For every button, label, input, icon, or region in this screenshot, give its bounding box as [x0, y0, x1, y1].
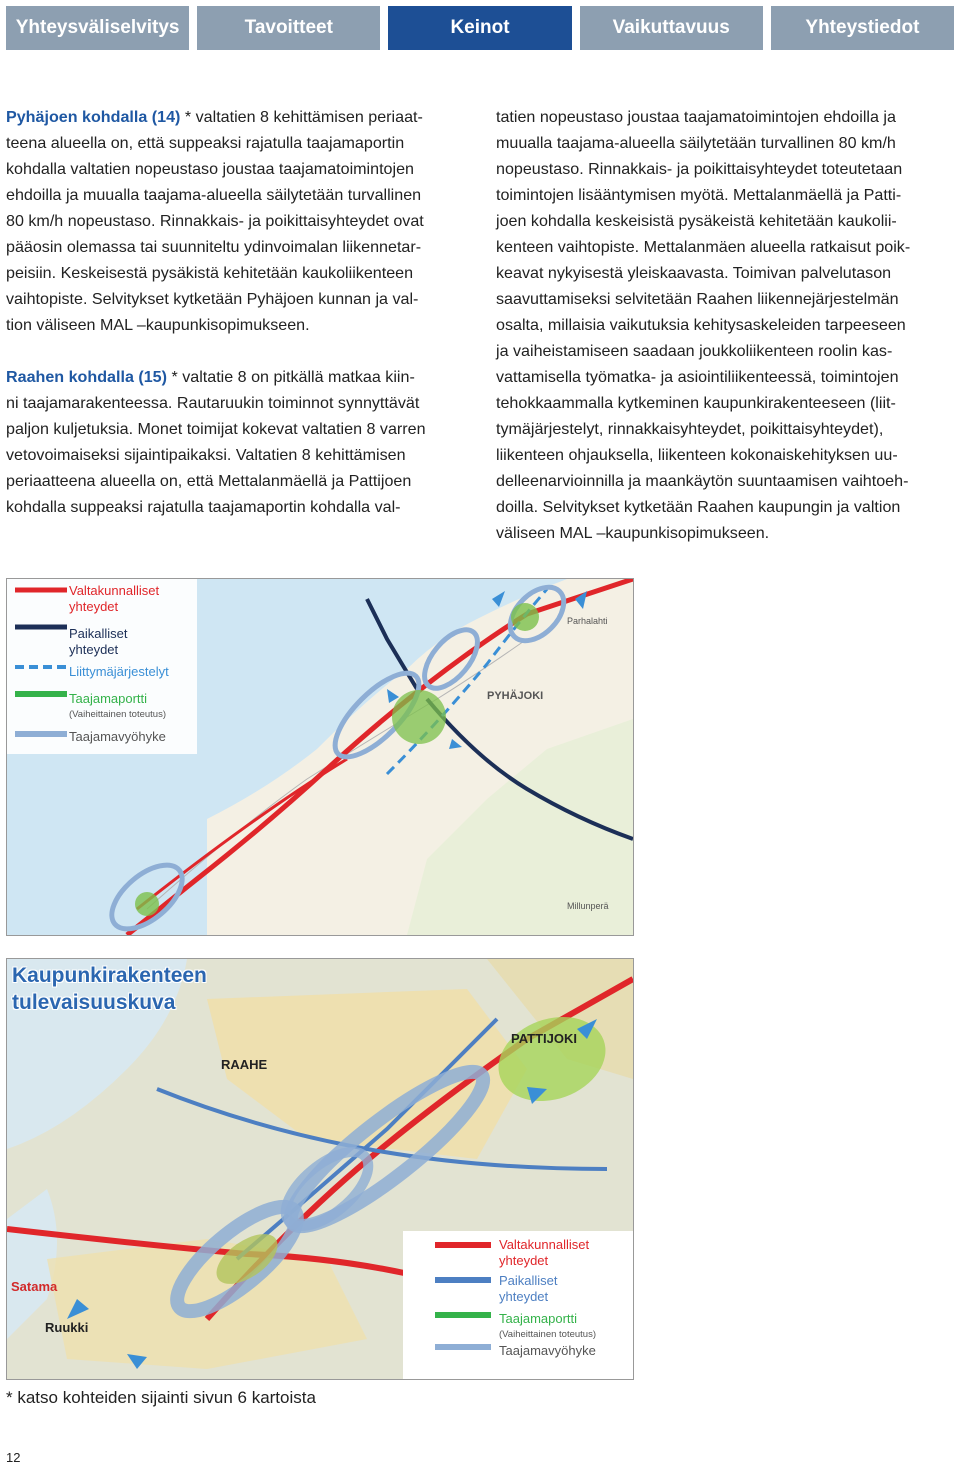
text-line: keavat nykyisestä yleiskaavasta. Toimivan palvelutason	[496, 264, 892, 282]
map1-town-label: PYHÄJOKI	[487, 690, 544, 702]
legend2-zone-label: Taajamavyöhyke	[499, 1343, 596, 1358]
text-line: joen kohdalla keskeisistä pysäkeistä kehitetään kaukolii-	[496, 212, 897, 230]
map1-millunpera-label: Millunperä	[567, 901, 609, 911]
text-line: pääosin olemassa tai suunniteltu ydinvoimalan liikennetar-	[6, 238, 422, 256]
text-line: muualla taajama-alueella säilytetään turvallinen 80 km/h	[496, 134, 896, 152]
text-line: kohdalla valtatien nopeustaso joustaa taajamatoimintojen	[6, 160, 414, 178]
ruukki-label: Ruukki	[45, 1320, 89, 1335]
map2-title-line: tulevaisuuskuva	[12, 991, 176, 1014]
pyhajoki-heading: Pyhäjoen kohdalla (14)	[6, 108, 181, 126]
legend-gateway-label: Taajamaportti (Vaiheittainen toteutus)	[69, 691, 166, 720]
text-line: kohdalla suppeaksi rajatulla taajamaportin kohdalla val-	[6, 498, 401, 516]
text-line: * valtatien 8 kehittämisen periaat-	[184, 108, 423, 126]
raahe-label: RAAHE	[221, 1057, 268, 1072]
footnote: * katso kohteiden sijainti sivun 6 kartoista	[6, 1388, 316, 1407]
text-line: nopeustaso. Rinnakkais- ja poikittaisyhteydet toteutetaan	[496, 160, 903, 178]
map2-title-line: Kaupunkirakenteen	[12, 964, 207, 987]
raahe-heading: Raahen kohdalla (15)	[6, 368, 167, 386]
text-line: toimintojen lisääntymisen myötä. Mettalanmäellä ja Patti-	[496, 186, 902, 204]
text-line: paljon kuljetuksia. Monet toimijat kokevat valtatien 8 varren	[6, 420, 426, 438]
text-line: doilla. Selvitykset kytketään Raahen kaupungin ja valtion	[496, 498, 901, 516]
text-line: kenteen vaihtopiste. Mettalanmäen alueella ratkaisut poik-	[496, 238, 911, 256]
map2-title	[12, 962, 207, 1016]
text-line: peisiin. Keskeisestä pysäkistä kehitetään kaukoliikenteen	[6, 264, 414, 282]
pattijoki-label: PATTIJOKI	[511, 1031, 577, 1046]
map2-legend	[403, 1231, 633, 1379]
text-line: periaatteena alueella on, että Mettalanmäellä ja Pattijoen	[6, 472, 412, 490]
tab-keinot[interactable]: Keinot	[388, 6, 571, 50]
text-line: teena alueella on, että suppeaksi rajatulla taajamaportin	[6, 134, 405, 152]
text-line: tion väliseen MAL –kaupunkisopimukseen.	[6, 316, 310, 334]
text-line: 80 km/h nopeustaso. Rinnakkais- ja poikittaisyhteydet ovat	[6, 212, 424, 230]
pyhajoki-paragraph	[6, 104, 462, 338]
tab-yhteystiedot[interactable]: Yhteystiedot	[771, 6, 954, 50]
text-line: osalta, millaisia vaikutuksia kehitysaskeleiden tarpeeseen	[496, 316, 906, 334]
text-line: vaihtopiste. Selvitykset kytketään Pyhäjoen kunnan ja val-	[6, 290, 419, 308]
tab-vaikuttavuus[interactable]: Vaikuttavuus	[580, 6, 763, 50]
text-line: tehokkaammalla kytkeminen kaupunkirakenteeseen (liit-	[496, 394, 896, 412]
text-line: vattamisella työmatka- ja asiointiliikenteessä, toimintojen	[496, 368, 899, 386]
map1-parhalahti-label: Parhalahti	[567, 616, 608, 626]
page-number: 12	[6, 1450, 21, 1465]
legend-national-label: Valtakunnalliset yhteydet	[69, 583, 160, 614]
legend-junction-label: Liittymäjärjestelyt	[69, 664, 169, 679]
right-paragraph	[496, 104, 952, 546]
legend2-gateway-label: Taajamaportti (Vaiheittainen toteutus)	[499, 1311, 596, 1340]
tab-tavoitteet[interactable]: Tavoitteet	[197, 6, 380, 50]
text-line: tymäjärjestelyt, rinnakkaisyhteydet, poikittaisyhteydet),	[496, 420, 884, 438]
pyhajoki-map	[6, 578, 634, 936]
text-line: saavuttamiseksi selvitetään Raahen liikennejärjestelmän	[496, 290, 899, 308]
text-line: * valtatie 8 on pitkällä matkaa kiin-	[171, 368, 415, 386]
satama-label: Satama	[11, 1279, 58, 1294]
text-line: delleenarvioinnilla ja maankäytön suuntaamisen vaihtoeh-	[496, 472, 909, 490]
text-line: ja vaiheistamiseen saadaan joukkoliikenteen roolin kas-	[496, 342, 893, 360]
map1-legend	[7, 579, 197, 754]
raahe-map	[6, 958, 634, 1380]
text-line: vetovoimaiseksi sijaintipaikaksi. Valtatien 8 kehittämisen	[6, 446, 406, 464]
legend2-local-label: Paikalliset yhteydet	[499, 1273, 558, 1304]
text-line: liikenteen ohjauksella, liikenteen kokonaiskehityksen uu-	[496, 446, 898, 464]
text-line: ni taajamarakenteessa. Rautaruukin toiminnot synnyttävät	[6, 394, 420, 412]
raahe-paragraph	[6, 364, 462, 520]
text-line: väliseen MAL –kaupunkisopimukseen.	[496, 524, 770, 542]
right-text-column	[496, 104, 952, 546]
tab-yhteysvaliselvitys[interactable]: Yhteysväliselvitys	[6, 6, 189, 50]
legend2-national-label: Valtakunnalliset yhteydet	[499, 1237, 590, 1268]
legend-local-label: Paikalliset yhteydet	[69, 626, 128, 657]
text-line: ehdoilla ja muualla taajama-alueella säilytetään turvallinen	[6, 186, 422, 204]
legend-zone-label: Taajamavyöhyke	[69, 729, 166, 744]
text-line: tatien nopeustaso joustaa taajamatoimintojen ehdoilla ja	[496, 108, 896, 126]
top-nav	[6, 6, 954, 50]
left-text-column	[6, 104, 462, 520]
